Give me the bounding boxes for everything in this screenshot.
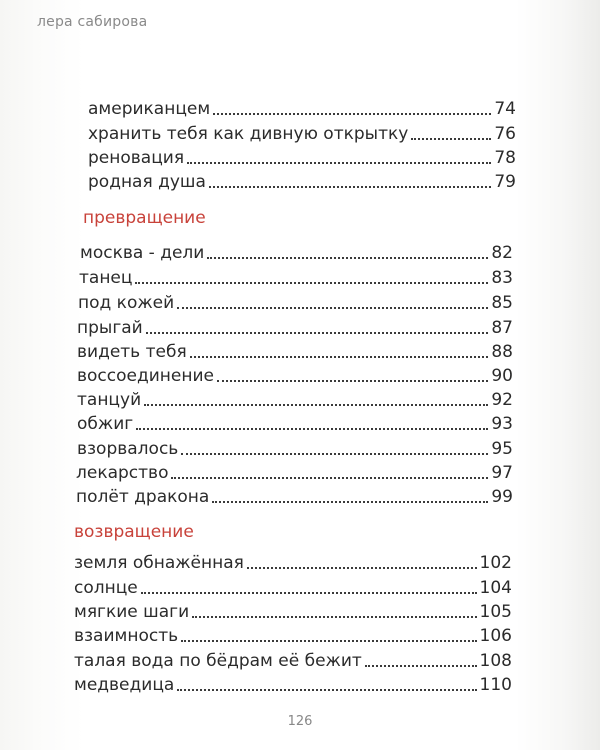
toc-entry <box>74 597 512 621</box>
toc-entry <box>78 288 513 312</box>
toc-entry <box>76 482 513 506</box>
toc-entry-title: прыгай <box>77 318 143 338</box>
toc-entry <box>77 434 513 458</box>
dot-leader <box>187 162 491 164</box>
toc-entry-page: 92 <box>491 390 513 410</box>
toc-entry-page: 108 <box>479 651 512 671</box>
toc-entry-page: 90 <box>491 366 513 386</box>
toc-entry-title: родная душа <box>88 172 206 192</box>
toc-entry-page: 83 <box>491 268 513 288</box>
toc-entry <box>74 573 512 597</box>
toc-entry-page: 79 <box>494 172 516 192</box>
page-number: 126 <box>287 714 313 729</box>
toc-entry-page: 74 <box>494 99 516 119</box>
toc-entry-page: 105 <box>479 602 512 622</box>
toc-entry-title: талая вода по бёдрам её бежит <box>74 651 362 671</box>
toc-entry-page: 82 <box>491 243 513 263</box>
toc-entry <box>77 385 513 409</box>
toc-entry-page: 106 <box>479 626 512 646</box>
toc-entry <box>88 167 516 191</box>
dot-leader <box>144 404 488 406</box>
toc-entry <box>77 361 513 385</box>
toc-entry-page: 102 <box>479 553 512 573</box>
dot-leader <box>177 689 476 691</box>
toc-entry-title: хранить тебя как дивную открытку <box>88 124 409 144</box>
toc-entry-title: под кожей <box>78 293 175 313</box>
running-head: лера сабирова <box>37 14 148 30</box>
section-heading: возвращение <box>74 522 194 542</box>
toc-entry-title: мягкие шаги <box>74 602 190 622</box>
toc-entry-page: 76 <box>494 124 516 144</box>
toc-entry-page: 97 <box>491 463 513 483</box>
dot-leader <box>207 257 488 259</box>
dot-leader <box>181 453 488 455</box>
dot-leader <box>146 332 489 334</box>
toc-entry-title: земля обнажённая <box>74 553 244 573</box>
toc-entry <box>80 238 513 262</box>
toc-entry-page: 78 <box>494 148 516 168</box>
toc-entry-page: 88 <box>491 342 513 362</box>
dot-leader <box>177 307 488 309</box>
toc-entry-title: взаимность <box>74 626 179 646</box>
toc-entry-title: реновация <box>88 148 185 168</box>
toc-entry <box>76 458 513 482</box>
toc-entry-page: 87 <box>491 318 513 338</box>
toc-entry <box>74 621 512 645</box>
toc-entry-title: танец <box>79 268 133 288</box>
dot-leader <box>192 616 476 618</box>
toc-entry-title: солнце <box>74 578 138 598</box>
dot-leader <box>141 592 477 594</box>
toc-entry <box>74 670 512 694</box>
toc-entry <box>77 313 513 337</box>
dot-leader <box>247 567 477 569</box>
toc-entry-page: 85 <box>491 293 513 313</box>
toc-entry <box>77 409 513 433</box>
toc-entry-title: американцем <box>88 99 211 119</box>
dot-leader <box>136 428 488 430</box>
dot-leader <box>135 282 488 284</box>
toc-entry-title: обжиг <box>77 414 134 434</box>
toc-entry <box>74 548 512 572</box>
dot-leader <box>213 113 491 115</box>
dot-leader <box>217 380 488 382</box>
dot-leader <box>411 138 491 140</box>
section-heading: превращение <box>83 208 206 228</box>
toc-entry-page: 104 <box>479 578 512 598</box>
toc-entry-page: 93 <box>491 414 513 434</box>
dot-leader <box>209 186 491 188</box>
toc-entry <box>88 119 516 143</box>
toc-entry-title: танцуй <box>77 390 142 410</box>
toc-entry-page: 99 <box>491 487 513 507</box>
dot-leader <box>181 640 476 642</box>
toc-entry-title: воссоединение <box>77 366 214 386</box>
toc-entry-title: полёт дракона <box>76 487 210 507</box>
toc-entry-title: медведица <box>74 675 175 695</box>
toc-entry-title: москва - дели <box>80 243 205 263</box>
dot-leader <box>212 501 488 503</box>
toc-entry-page: 95 <box>491 439 513 459</box>
toc-entry <box>88 143 516 167</box>
dot-leader <box>365 665 477 667</box>
dot-leader <box>171 477 488 479</box>
toc-entry-title: видеть тебя <box>77 342 187 362</box>
toc-entry-page: 110 <box>479 675 512 695</box>
toc-entry-title: взорвалось <box>77 439 179 459</box>
toc-entry <box>74 646 512 670</box>
toc-entry <box>88 94 516 118</box>
dot-leader <box>190 356 489 358</box>
toc-entry <box>79 263 513 287</box>
toc-entry-title: лекарство <box>76 463 169 483</box>
toc-entry <box>77 337 513 361</box>
